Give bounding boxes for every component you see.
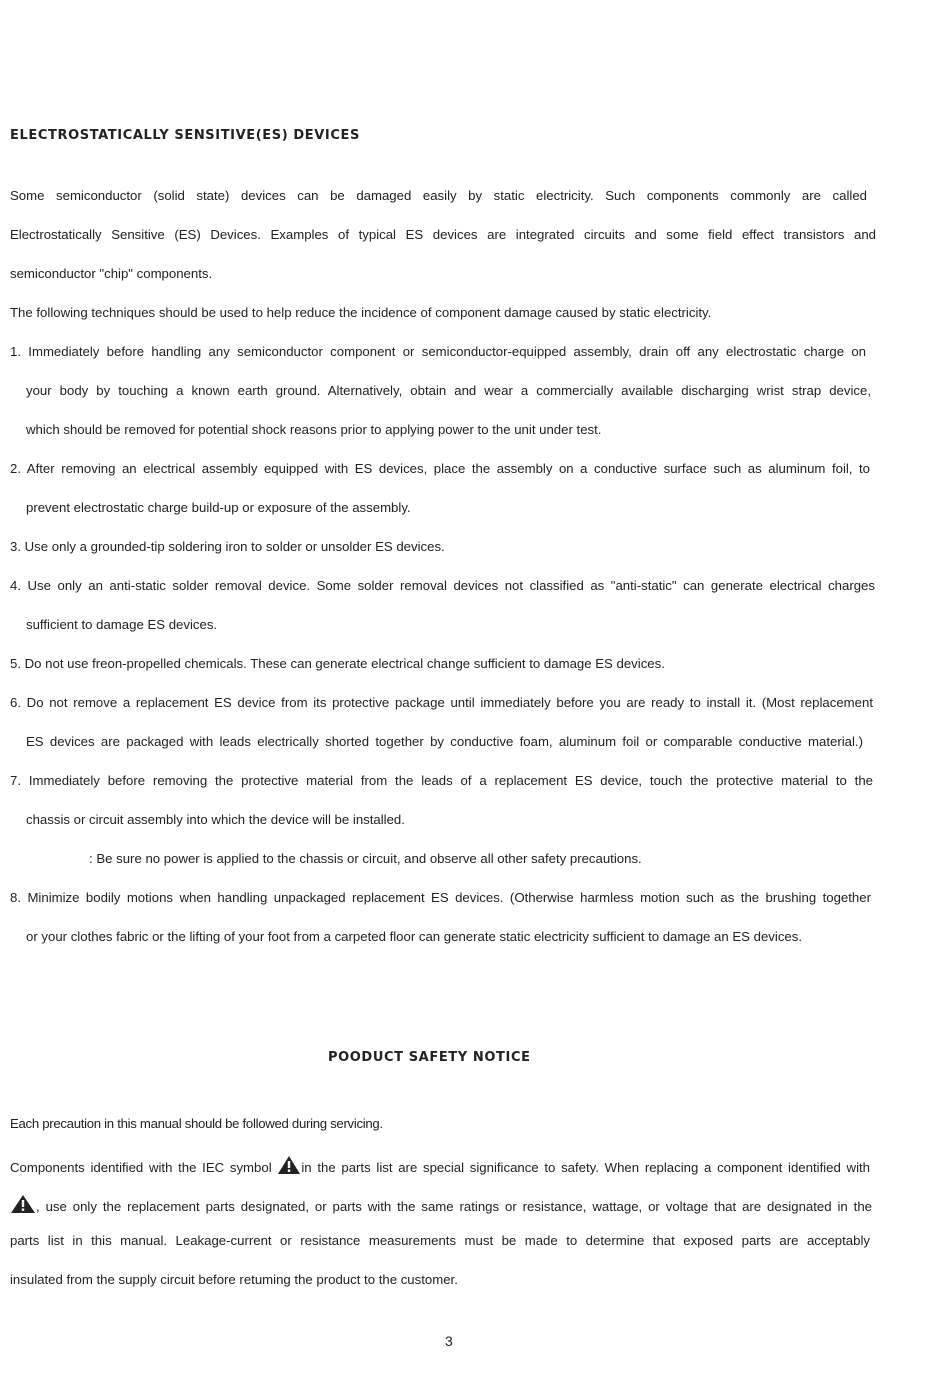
- safety-line: [10, 1155, 870, 1176]
- list-item-7: 7. Immediately before removing the protective material from the leads of a replacement ES device, touch the protective material to the: [10, 773, 873, 788]
- list-item-1-cont: which should be removed for potential shock reasons prior to applying power to the unit under test.: [26, 422, 602, 437]
- note-line: : Be sure no power is applied to the chassis or circuit, and observe all other safety precautions.: [89, 851, 642, 866]
- paragraph-line: The following techniques should be used to help reduce the incidence of component damage caused by static electricity.: [10, 305, 712, 320]
- list-item-8-cont: or your clothes fabric or the lifting of your foot from a carpeted floor can generate static electricity sufficient to damage an ES devices.: [26, 929, 803, 944]
- list-item-5: 5. Do not use freon-propelled chemicals. These can generate electrical change sufficient to damage ES devices.: [10, 656, 665, 671]
- safety-section-title: POODUCT SAFETY NOTICE: [328, 1050, 531, 1065]
- page-number: 3: [445, 1333, 453, 1349]
- list-item-3: 3. Use only a grounded-tip soldering iron to solder or unsolder ES devices.: [10, 539, 445, 554]
- safety-line: parts list in this manual. Leakage-current or resistance measurements must be made to determine that exposed parts are acceptably: [10, 1233, 870, 1248]
- safety-line: insulated from the supply circuit before retuming the product to the customer.: [10, 1272, 458, 1287]
- list-item-7-cont: chassis or circuit assembly into which the device will be installed.: [26, 812, 405, 827]
- safety-text: in the parts list are special significance to safety. When replacing a component identified with: [301, 1160, 870, 1175]
- warning-triangle-icon: [10, 1194, 36, 1214]
- list-item-2-cont: prevent electrostatic charge build-up or exposure of the assembly.: [26, 500, 411, 515]
- list-item-6: 6. Do not remove a replacement ES device from its protective package until immediately before you are ready to install it. (Most replacement: [10, 695, 873, 710]
- safety-text: Components identified with the IEC symbol: [10, 1160, 278, 1175]
- es-section-title: ELECTROSTATICALLY SENSITIVE(ES) DEVICES: [10, 128, 360, 143]
- warning-triangle-icon: [277, 1155, 301, 1175]
- paragraph-line: semiconductor "chip" components.: [10, 266, 213, 281]
- safety-line: [10, 1194, 872, 1215]
- list-item-6-cont: ES devices are packaged with leads electrically shorted together by conductive foam, aluminum foil or comparable conductive material.): [26, 734, 863, 749]
- list-item-2: 2. After removing an electrical assembly equipped with ES devices, place the assembly on a conductive surface such as aluminum foil, to: [10, 461, 870, 476]
- paragraph-line: Some semiconductor (solid state) devices can be damaged easily by static electricity. Such components commonly are called: [10, 188, 867, 203]
- safety-line: Each precaution in this manual should be followed during servicing.: [10, 1116, 383, 1131]
- list-item-4-cont: sufficient to damage ES devices.: [26, 617, 218, 632]
- list-item-8: 8. Minimize bodily motions when handling unpackaged replacement ES devices. (Otherwise harmless motion such as the brushing together: [10, 890, 871, 905]
- paragraph-line: Electrostatically Sensitive (ES) Devices. Examples of typical ES devices are integrated circuits and some field effect transistors and: [10, 227, 876, 242]
- safety-text: , use only the replacement parts designated, or parts with the same ratings or resistance, wattage, or voltage that are designated in the: [36, 1199, 872, 1214]
- list-item-4: 4. Use only an anti-static solder removal device. Some solder removal devices not classified as "anti-static" can generate electrical charges: [10, 578, 875, 593]
- list-item-1-cont: your body by touching a known earth ground. Alternatively, obtain and wear a commercially available discharging wrist strap device,: [26, 383, 871, 398]
- list-item-1: 1. Immediately before handling any semiconductor component or semiconductor-equipped assembly, drain off any electrostatic charge on: [10, 344, 866, 359]
